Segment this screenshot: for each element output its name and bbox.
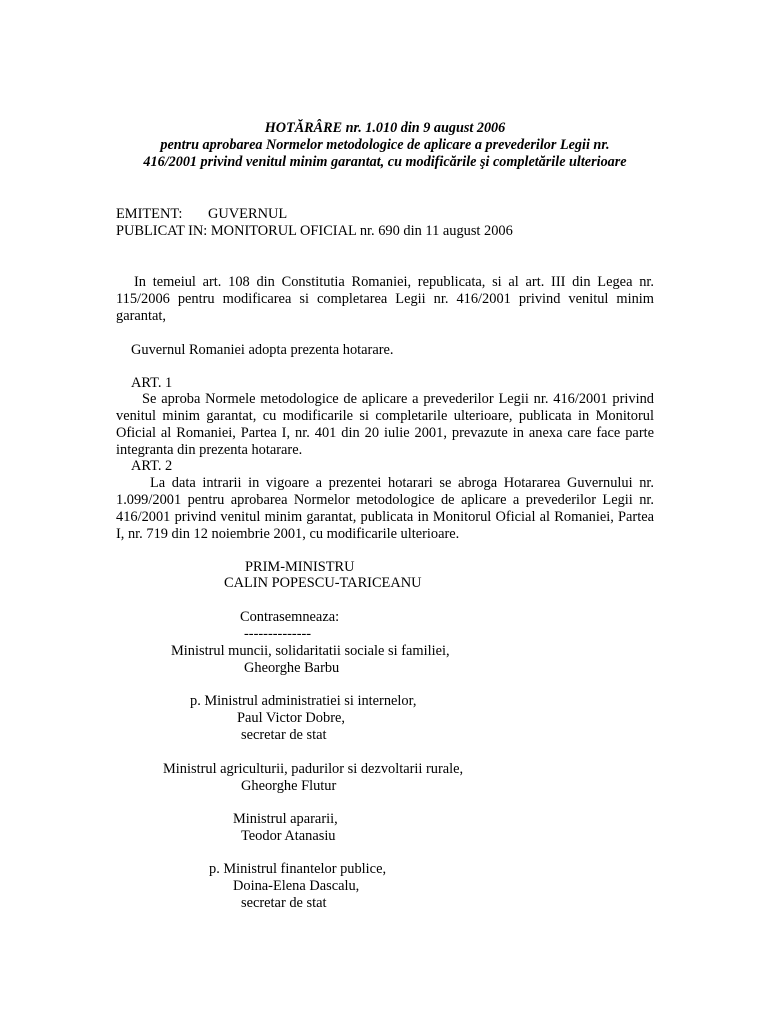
countersign-separator: -------------- bbox=[244, 626, 312, 642]
signer-1-role: Ministrul muncii, solidaritatii sociale si familiei, bbox=[171, 643, 450, 659]
pm-name: CALIN POPESCU-TARICEANU bbox=[224, 575, 422, 591]
signer-2-note: secretar de stat bbox=[241, 727, 327, 743]
preamble-paragraph: In temeiul art. 108 din Constitutia Romaniei, republicata, si al art. III din Legea nr. 115/2006 pentru modificarea si completarea Legii nr. 416/2001 privind venitul minim garantat, bbox=[116, 274, 654, 324]
article-1-label: ART. 1 bbox=[131, 375, 173, 391]
signer-3-role: Ministrul agriculturii, padurilor si dezvoltarii rurale, bbox=[163, 761, 464, 777]
signer-1-name: Gheorghe Barbu bbox=[244, 660, 340, 676]
countersign-label: Contrasemneaza: bbox=[240, 609, 340, 625]
signer-5-note: secretar de stat bbox=[241, 895, 327, 911]
document-subtitle-line1: pentru aprobarea Normelor metodologice de aplicare a prevederilor Legii nr. bbox=[160, 137, 610, 153]
signer-4-name: Teodor Atanasiu bbox=[241, 828, 336, 844]
emitent-label: EMITENT: bbox=[116, 206, 183, 222]
article-1-text: Se aproba Normele metodologice de aplicare a prevederilor Legii nr. 416/2001 privind venitul minim garantat, cu modificarile si completarile ulterioare, publicata in Monitorul Oficial al Romaniei, Partea I, nr. 401 din 20 iulie 2001, prevazute in anexa care face parte integranta din prezenta hotarare. bbox=[116, 391, 654, 458]
pm-title: PRIM-MINISTRU bbox=[245, 559, 355, 575]
article-2-label: ART. 2 bbox=[131, 458, 173, 474]
signer-2-name: Paul Victor Dobre, bbox=[237, 710, 345, 726]
document-subtitle-line2: 416/2001 privind venitul minim garantat, cu modificările şi completările ulterioare bbox=[143, 154, 627, 170]
signer-3-name: Gheorghe Flutur bbox=[241, 778, 337, 794]
signer-5-role: p. Ministrul finantelor publice, bbox=[209, 861, 387, 877]
article-2-text: La data intrarii in vigoare a prezentei hotarari se abroga Hotararea Guvernului nr. 1.099/2001 pentru aprobarea Normelor metodologice de aplicare a prevederilor Legii nr. 416/2001 privind venitul minim garantat, publicata in Monitorul Oficial al Romaniei, Partea I, nr. 719 din 12 noiembrie 2001, cu modificarile ulterioare. bbox=[116, 475, 654, 542]
emitent-value: GUVERNUL bbox=[208, 206, 288, 222]
publicat-line: PUBLICAT IN: MONITORUL OFICIAL nr. 690 din 11 august 2006 bbox=[116, 223, 513, 239]
adoption-statement: Guvernul Romaniei adopta prezenta hotarare. bbox=[131, 342, 394, 358]
signer-5-name: Doina-Elena Dascalu, bbox=[233, 878, 360, 894]
document-title: HOTĂRÂRE nr. 1.010 din 9 august 2006 bbox=[264, 120, 506, 136]
signer-2-role: p. Ministrul administratiei si internelor, bbox=[190, 693, 417, 709]
signer-4-role: Ministrul apararii, bbox=[233, 811, 338, 827]
